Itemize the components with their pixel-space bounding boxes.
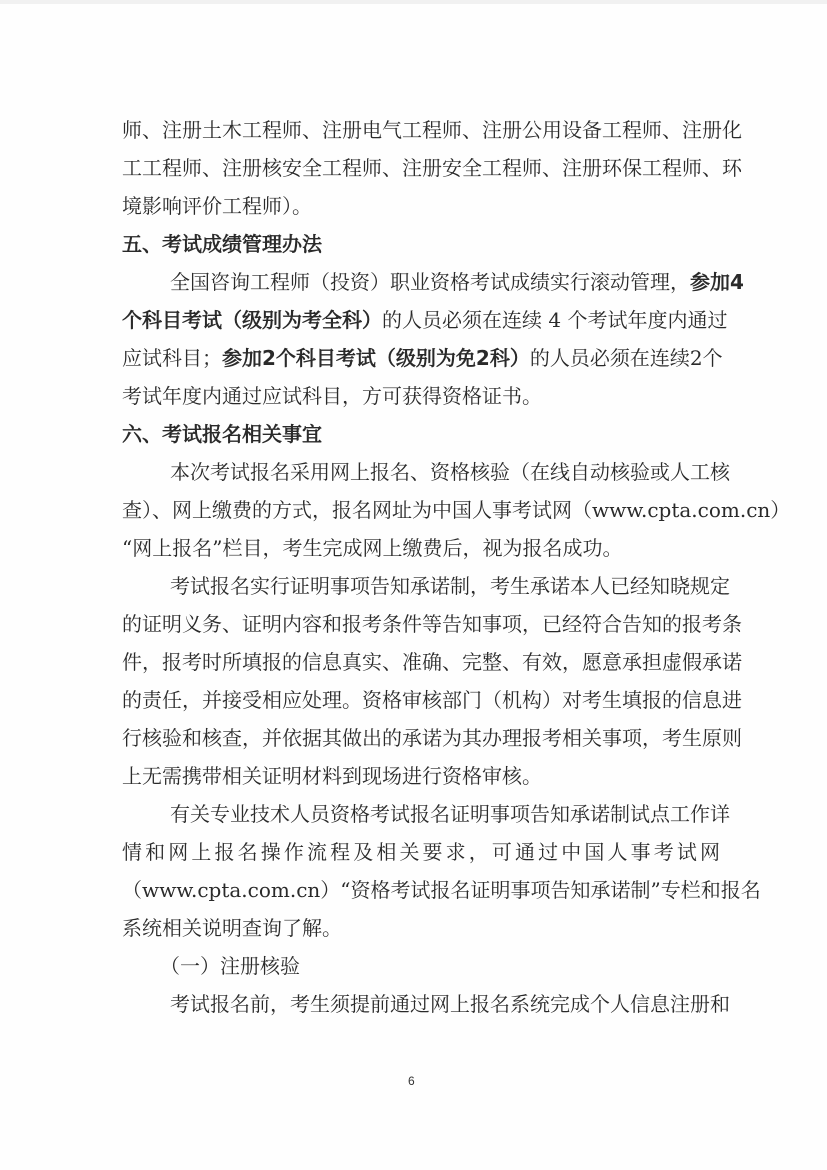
text-segment: 情和网上报名操作流程及相关要求，可通过中国人事考试网 <box>122 840 720 864</box>
document-body <box>122 111 791 1023</box>
text-line <box>122 909 720 947</box>
page-number: 6 <box>408 1074 415 1088</box>
text-line <box>122 757 720 795</box>
text-line <box>122 719 742 757</box>
text-segment: 考试年度内通过应试科目，方可获得资格证书。 <box>122 384 542 408</box>
text-line <box>122 947 720 985</box>
text-line <box>122 453 730 491</box>
text-segment: 上无需携带相关证明材料到现场进行资格审核。 <box>122 764 542 788</box>
text-segment: 应试科目； <box>122 346 222 370</box>
text-line <box>122 985 730 1023</box>
text-segment: 查）、网上缴费的方式，报名网址为中国人事考试网（www.cpta.com.cn） <box>122 498 791 522</box>
section-heading <box>122 225 720 263</box>
text-line <box>122 833 720 871</box>
text-segment: 六、考试报名相关事宜 <box>122 422 322 446</box>
text-line <box>122 377 720 415</box>
text-line <box>122 149 742 187</box>
section-heading <box>122 415 720 453</box>
text-segment: 件，报考时所填报的信息真实、准确、完整、有效，愿意承担虚假承诺 <box>122 650 742 674</box>
text-segment: 考试报名实行证明事项告知承诺制，考生承诺本人已经知晓规定 <box>170 574 730 598</box>
text-line <box>122 263 744 301</box>
text-segment: 五、考试成绩管理办法 <box>122 232 322 256</box>
bold-text: 参加2个科目考试（级别为免2科） <box>222 346 530 370</box>
text-segment: 的责任，并接受相应处理。资格审核部门（机构）对考生填报的信息进 <box>122 688 742 712</box>
bold-text: 个科目考试（级别为考全科） <box>122 308 382 332</box>
scan-edge <box>0 0 827 4</box>
text-segment: 境影响评价工程师）。 <box>122 194 312 218</box>
text-line <box>122 795 730 833</box>
text-line <box>122 643 742 681</box>
text-segment: 的人员必须在连续2个 <box>529 346 723 370</box>
text-segment: 考试报名前，考生须提前通过网上报名系统完成个人信息注册和 <box>170 992 730 1016</box>
text-segment: 行核验和核查，并依据其做出的承诺为其办理报考相关事项，考生原则 <box>122 726 742 750</box>
text-line <box>122 111 742 149</box>
bold-text: 参加4 <box>690 270 744 294</box>
text-line <box>122 681 742 719</box>
text-segment: 本次考试报名采用网上报名、资格核验（在线自动核验或人工核 <box>170 460 730 484</box>
text-line <box>122 187 720 225</box>
text-segment: 系统相关说明查询了解。 <box>122 916 342 940</box>
text-segment: 全国咨询工程师（投资）职业资格考试成绩实行滚动管理， <box>170 270 690 294</box>
text-line <box>122 567 730 605</box>
text-line <box>122 529 720 567</box>
text-segment: 工工程师、注册核安全工程师、注册安全工程师、注册环保工程师、环 <box>122 156 742 180</box>
text-segment: 师、注册土木工程师、注册电气工程师、注册公用设备工程师、注册化 <box>122 118 742 142</box>
text-segment: （一）注册核验 <box>160 954 300 978</box>
text-segment: 的人员必须在连续 4 个考试年度内通过 <box>382 308 728 332</box>
text-line <box>122 301 728 339</box>
text-line <box>122 871 761 909</box>
text-segment: 有关专业技术人员资格考试报名证明事项告知承诺制试点工作详 <box>170 802 730 826</box>
text-segment: “网上报名”栏目，考生完成网上缴费后，视为报名成功。 <box>122 536 623 560</box>
text-segment: 的证明义务、证明内容和报考条件等告知事项，已经符合告知的报考条 <box>122 612 742 636</box>
text-line <box>122 491 791 529</box>
text-line <box>122 339 723 377</box>
text-segment: （www.cpta.com.cn）“资格考试报名证明事项告知承诺制”专栏和报名 <box>122 878 761 902</box>
text-line <box>122 605 742 643</box>
